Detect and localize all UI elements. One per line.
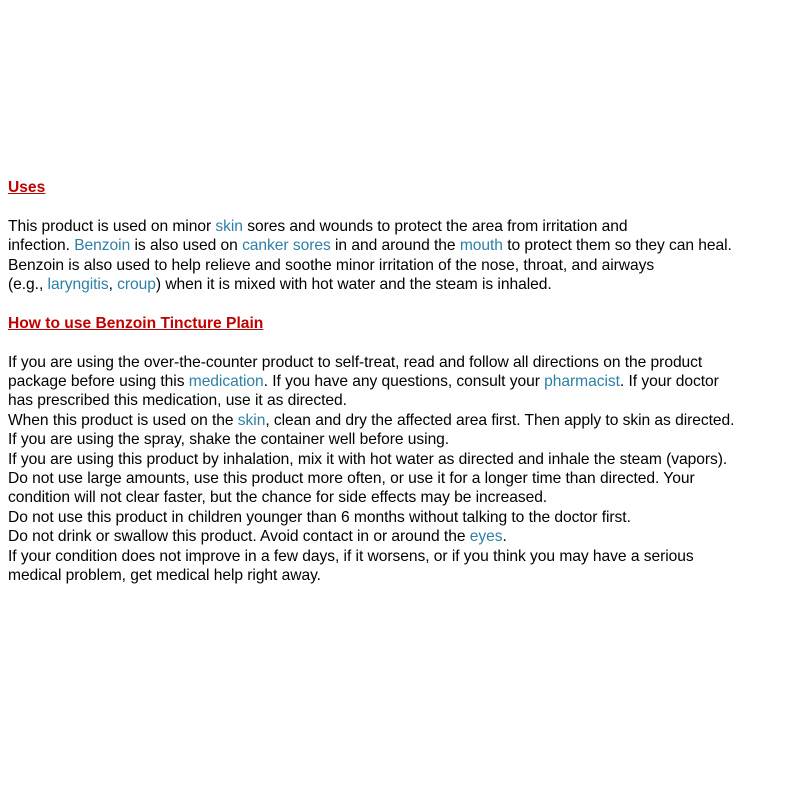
- text-line: [8, 527, 796, 546]
- how-to-use-paragraph: [8, 353, 796, 586]
- text-line: [8, 275, 796, 294]
- text-run: (e.g.,: [8, 276, 48, 294]
- text-line: [8, 217, 796, 236]
- text-run: ) when it is mixed with hot water and the steam is inhaled.: [155, 276, 552, 294]
- uses-heading: Uses: [8, 179, 46, 196]
- text-line: [8, 391, 796, 410]
- text-run: package before using this: [8, 373, 189, 391]
- text-run: , clean and dry the affected area first. Then apply to skin as directed.: [265, 411, 735, 429]
- text-run: This product is used on minor: [8, 217, 216, 235]
- text-line: [8, 411, 796, 430]
- text-run: infection.: [8, 237, 75, 255]
- text-run: If your condition does not improve in a few days, if it worsens, or if you think you may have a serious: [8, 547, 694, 565]
- text-line: [8, 488, 796, 507]
- text-run: If you are using the over-the-counter product to self-treat, read and follow all directions on the product: [8, 353, 703, 371]
- inline-link-medication[interactable]: medication: [188, 373, 264, 391]
- text-run: If you are using the spray, shake the container well before using.: [8, 431, 450, 449]
- spacer: [8, 197, 796, 216]
- text-run: Do not drink or swallow this product. Avoid contact in or around the: [8, 528, 470, 546]
- spacer: [8, 294, 796, 313]
- text-run: Do not use large amounts, use this product more often, or use it for a longer time than directed. Your: [8, 470, 695, 488]
- text-run: . If your doctor: [619, 373, 719, 391]
- text-line: [8, 547, 796, 566]
- text-run: .: [502, 528, 507, 546]
- text-run: to protect them so they can heal.: [502, 237, 732, 255]
- text-line: [8, 372, 796, 391]
- inline-link-eyes[interactable]: eyes: [469, 528, 503, 546]
- document-body: [8, 178, 796, 585]
- spacer: [8, 333, 796, 352]
- inline-link-pharmacist[interactable]: pharmacist: [544, 373, 620, 391]
- text-line: [8, 256, 796, 275]
- text-run: is also used on: [130, 237, 243, 255]
- text-run: medical problem, get medical help right away.: [8, 567, 321, 585]
- text-run: If you are using this product by inhalation, mix it with hot water as directed and inhale the steam (vapors).: [8, 450, 728, 468]
- text-run: ,: [108, 276, 118, 294]
- inline-link-benzoin[interactable]: Benzoin: [74, 237, 131, 255]
- text-run: condition will not clear faster, but the chance for side effects may be increased.: [8, 489, 548, 507]
- how-to-use-heading: How to use Benzoin Tincture Plain: [8, 314, 264, 332]
- text-line: [8, 430, 796, 449]
- text-run: Benzoin is also used to help relieve and soothe minor irritation of the nose, throat, and airways: [8, 256, 655, 274]
- text-line: [8, 566, 796, 585]
- inline-link-mouth[interactable]: mouth: [459, 237, 503, 255]
- text-line: [8, 353, 796, 372]
- text-run: sores and wounds to protect the area from irritation and: [242, 217, 628, 235]
- uses-paragraph: [8, 217, 796, 295]
- inline-link-skin[interactable]: skin: [237, 411, 266, 429]
- text-line: [8, 508, 796, 527]
- inline-link-croup[interactable]: croup: [117, 276, 156, 294]
- inline-link-laryngitis[interactable]: laryngitis: [47, 276, 109, 294]
- text-run: . If you have any questions, consult your: [263, 373, 545, 391]
- text-line: [8, 469, 796, 488]
- text-run: Do not use this product in children younger than 6 months without talking to the doctor first.: [8, 508, 631, 526]
- text-run: has prescribed this medication, use it as directed.: [8, 392, 347, 410]
- text-run: When this product is used on the: [8, 411, 238, 429]
- text-line: [8, 450, 796, 469]
- text-run: in and around the: [330, 237, 460, 255]
- text-line: [8, 236, 796, 255]
- inline-link-canker-sores[interactable]: canker sores: [242, 237, 331, 255]
- inline-link-skin[interactable]: skin: [215, 217, 243, 235]
